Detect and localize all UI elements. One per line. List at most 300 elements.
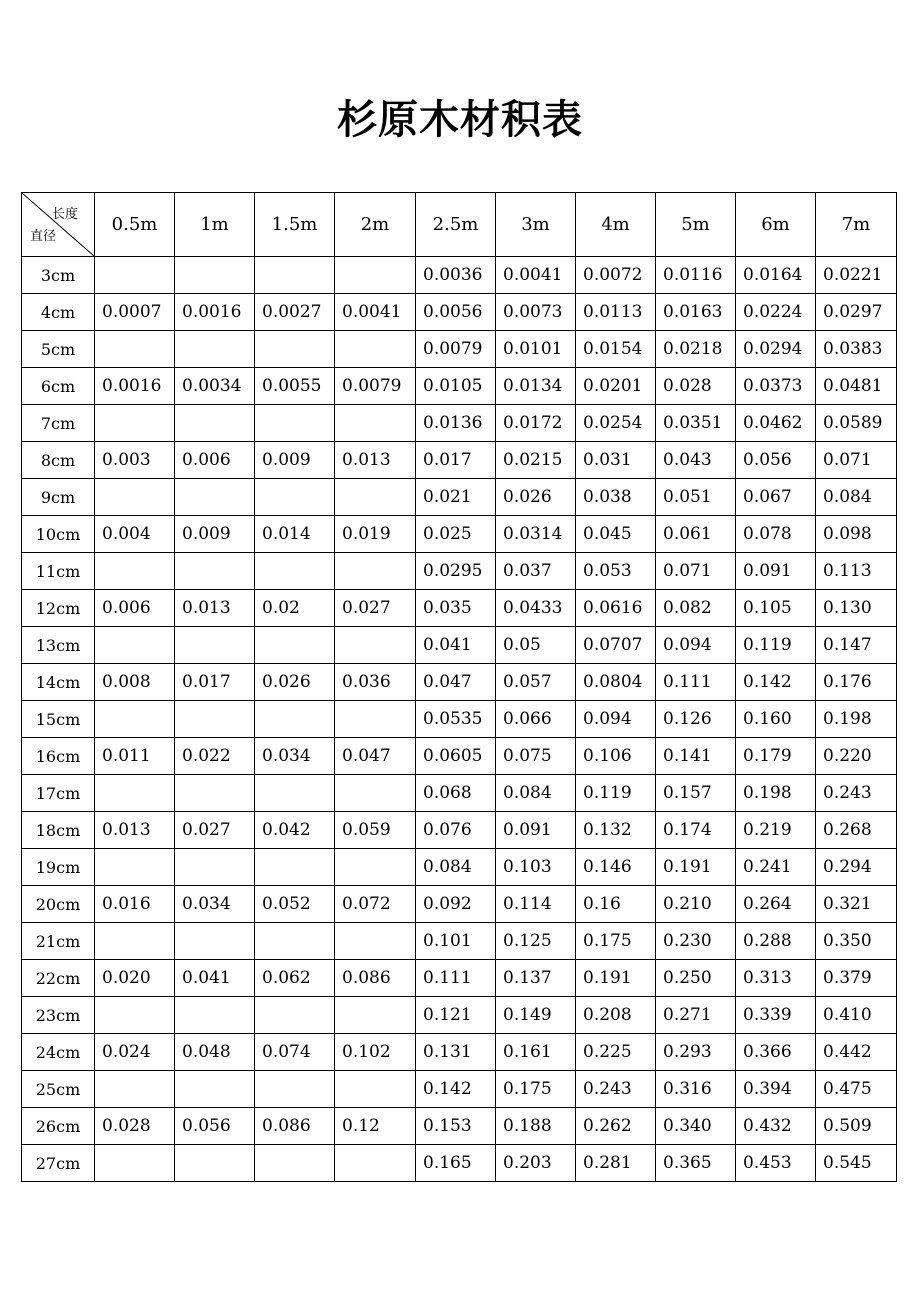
table-row <box>22 442 897 479</box>
diameter-cell: 3cm <box>22 257 95 294</box>
table-row <box>22 738 897 775</box>
volume-cell: 0.078 <box>736 516 816 553</box>
volume-cell <box>175 701 255 738</box>
volume-cell: 0.006 <box>95 590 175 627</box>
table-row <box>22 294 897 331</box>
volume-cell: 0.0707 <box>576 627 656 664</box>
volume-cell <box>255 479 335 516</box>
volume-cell: 0.056 <box>736 442 816 479</box>
volume-cell: 0.047 <box>416 664 496 701</box>
volume-cell <box>175 849 255 886</box>
volume-cell <box>175 997 255 1034</box>
volume-cell: 0.442 <box>816 1034 897 1071</box>
volume-cell: 0.0041 <box>496 257 576 294</box>
volume-cell <box>335 553 416 590</box>
volume-cell: 0.013 <box>175 590 255 627</box>
volume-cell <box>335 923 416 960</box>
volume-cell <box>175 331 255 368</box>
volume-cell: 0.053 <box>576 553 656 590</box>
volume-cell <box>255 405 335 442</box>
diameter-cell: 25cm <box>22 1071 95 1108</box>
volume-cell: 0.230 <box>656 923 736 960</box>
volume-cell: 0.0172 <box>496 405 576 442</box>
volume-cell: 0.0056 <box>416 294 496 331</box>
length-header-cell: 1m <box>175 193 255 257</box>
volume-cell: 0.188 <box>496 1108 576 1145</box>
volume-cell: 0.262 <box>576 1108 656 1145</box>
diameter-cell: 22cm <box>22 960 95 997</box>
length-header-cell: 0.5m <box>95 193 175 257</box>
volume-cell: 0.0297 <box>816 294 897 331</box>
volume-cell <box>255 257 335 294</box>
volume-cell: 0.041 <box>175 960 255 997</box>
volume-cell: 0.0383 <box>816 331 897 368</box>
volume-cell: 0.0134 <box>496 368 576 405</box>
volume-cell <box>335 257 416 294</box>
volume-cell: 0.165 <box>416 1145 496 1182</box>
volume-cell <box>335 701 416 738</box>
volume-cell: 0.043 <box>656 442 736 479</box>
volume-cell: 0.02 <box>255 590 335 627</box>
volume-cell: 0.016 <box>95 886 175 923</box>
table-row <box>22 1071 897 1108</box>
volume-cell: 0.0481 <box>816 368 897 405</box>
volume-cell: 0.142 <box>736 664 816 701</box>
volume-cell: 0.020 <box>95 960 175 997</box>
volume-cell: 0.038 <box>576 479 656 516</box>
volume-cell: 0.313 <box>736 960 816 997</box>
diameter-cell: 10cm <box>22 516 95 553</box>
volume-cell <box>335 627 416 664</box>
volume-cell: 0.057 <box>496 664 576 701</box>
volume-cell <box>175 405 255 442</box>
volume-cell: 0.0163 <box>656 294 736 331</box>
volume-cell <box>335 997 416 1034</box>
volume-table <box>21 192 897 1182</box>
length-header-cell: 2.5m <box>416 193 496 257</box>
volume-cell: 0.022 <box>175 738 255 775</box>
volume-cell: 0.0113 <box>576 294 656 331</box>
diameter-cell: 14cm <box>22 664 95 701</box>
volume-cell: 0.175 <box>576 923 656 960</box>
volume-cell: 0.028 <box>656 368 736 405</box>
table-row <box>22 960 897 997</box>
table-body <box>22 257 897 1182</box>
volume-cell: 0.316 <box>656 1071 736 1108</box>
diameter-cell: 11cm <box>22 553 95 590</box>
volume-cell: 0.0314 <box>496 516 576 553</box>
diameter-cell: 6cm <box>22 368 95 405</box>
table-row <box>22 886 897 923</box>
volume-cell: 0.0804 <box>576 664 656 701</box>
diameter-cell: 19cm <box>22 849 95 886</box>
diameter-cell: 12cm <box>22 590 95 627</box>
corner-header-cell <box>22 193 95 257</box>
volume-cell: 0.036 <box>335 664 416 701</box>
table-row <box>22 1145 897 1182</box>
volume-cell: 0.132 <box>576 812 656 849</box>
volume-cell <box>95 775 175 812</box>
volume-cell: 0.241 <box>736 849 816 886</box>
volume-cell <box>95 997 175 1034</box>
volume-cell: 0.160 <box>736 701 816 738</box>
volume-cell: 0.037 <box>496 553 576 590</box>
volume-cell <box>255 849 335 886</box>
volume-cell: 0.339 <box>736 997 816 1034</box>
volume-cell: 0.05 <box>496 627 576 664</box>
volume-cell: 0.059 <box>335 812 416 849</box>
volume-cell: 0.017 <box>416 442 496 479</box>
table-row <box>22 405 897 442</box>
length-header-cell: 2m <box>335 193 416 257</box>
diameter-cell: 24cm <box>22 1034 95 1071</box>
volume-cell: 0.027 <box>175 812 255 849</box>
table-row <box>22 664 897 701</box>
volume-cell: 0.009 <box>255 442 335 479</box>
volume-cell: 0.0072 <box>576 257 656 294</box>
table-row <box>22 257 897 294</box>
volume-cell: 0.0105 <box>416 368 496 405</box>
volume-cell: 0.0535 <box>416 701 496 738</box>
volume-cell <box>95 1145 175 1182</box>
volume-cell <box>175 775 255 812</box>
volume-cell: 0.067 <box>736 479 816 516</box>
volume-cell <box>175 923 255 960</box>
diameter-cell: 4cm <box>22 294 95 331</box>
volume-cell: 0.031 <box>576 442 656 479</box>
diameter-cell: 5cm <box>22 331 95 368</box>
table-row <box>22 516 897 553</box>
volume-cell <box>255 627 335 664</box>
page-title: 杉原木材积表 <box>337 97 583 143</box>
table-row <box>22 368 897 405</box>
volume-cell: 0.026 <box>496 479 576 516</box>
volume-cell: 0.130 <box>816 590 897 627</box>
volume-cell: 0.076 <box>416 812 496 849</box>
table-row <box>22 1108 897 1145</box>
volume-cell: 0.268 <box>816 812 897 849</box>
volume-cell: 0.111 <box>416 960 496 997</box>
volume-cell: 0.061 <box>656 516 736 553</box>
volume-cell: 0.220 <box>816 738 897 775</box>
volume-cell: 0.394 <box>736 1071 816 1108</box>
volume-cell: 0.179 <box>736 738 816 775</box>
volume-cell <box>255 1071 335 1108</box>
volume-cell: 0.072 <box>335 886 416 923</box>
volume-cell: 0.106 <box>576 738 656 775</box>
volume-cell: 0.126 <box>656 701 736 738</box>
volume-cell: 0.410 <box>816 997 897 1034</box>
volume-cell <box>95 257 175 294</box>
volume-cell: 0.0295 <box>416 553 496 590</box>
volume-cell: 0.146 <box>576 849 656 886</box>
volume-cell: 0.175 <box>496 1071 576 1108</box>
volume-cell: 0.142 <box>416 1071 496 1108</box>
volume-cell: 0.350 <box>816 923 897 960</box>
diameter-cell: 9cm <box>22 479 95 516</box>
volume-cell: 0.008 <box>95 664 175 701</box>
volume-cell: 0.0589 <box>816 405 897 442</box>
table-row <box>22 775 897 812</box>
volume-cell: 0.101 <box>416 923 496 960</box>
volume-cell <box>95 627 175 664</box>
volume-cell: 0.0224 <box>736 294 816 331</box>
volume-cell: 0.0154 <box>576 331 656 368</box>
volume-cell <box>95 849 175 886</box>
volume-cell: 0.025 <box>416 516 496 553</box>
volume-cell: 0.225 <box>576 1034 656 1071</box>
volume-cell <box>95 701 175 738</box>
volume-cell: 0.056 <box>175 1108 255 1145</box>
volume-cell <box>95 479 175 516</box>
volume-cell <box>175 627 255 664</box>
volume-cell: 0.0073 <box>496 294 576 331</box>
volume-cell: 0.0215 <box>496 442 576 479</box>
volume-cell: 0.004 <box>95 516 175 553</box>
volume-cell: 0.045 <box>576 516 656 553</box>
volume-cell <box>175 1145 255 1182</box>
volume-cell: 0.0616 <box>576 590 656 627</box>
volume-cell: 0.203 <box>496 1145 576 1182</box>
volume-cell: 0.432 <box>736 1108 816 1145</box>
volume-cell: 0.340 <box>656 1108 736 1145</box>
volume-cell: 0.075 <box>496 738 576 775</box>
volume-cell: 0.027 <box>335 590 416 627</box>
diameter-axis-label: 直径 <box>30 229 57 244</box>
volume-cell <box>255 1145 335 1182</box>
volume-cell: 0.042 <box>255 812 335 849</box>
volume-cell: 0.111 <box>656 664 736 701</box>
volume-cell: 0.068 <box>416 775 496 812</box>
volume-cell: 0.034 <box>255 738 335 775</box>
volume-cell: 0.453 <box>736 1145 816 1182</box>
volume-cell: 0.0116 <box>656 257 736 294</box>
diameter-cell: 23cm <box>22 997 95 1034</box>
table-row <box>22 331 897 368</box>
diameter-cell: 20cm <box>22 886 95 923</box>
volume-cell <box>95 923 175 960</box>
volume-cell: 0.021 <box>416 479 496 516</box>
volume-cell: 0.0036 <box>416 257 496 294</box>
volume-cell: 0.0605 <box>416 738 496 775</box>
volume-cell: 0.084 <box>416 849 496 886</box>
volume-cell: 0.243 <box>576 1071 656 1108</box>
volume-cell: 0.16 <box>576 886 656 923</box>
volume-cell <box>95 331 175 368</box>
volume-cell: 0.475 <box>816 1071 897 1108</box>
volume-cell: 0.0079 <box>335 368 416 405</box>
diameter-cell: 27cm <box>22 1145 95 1182</box>
volume-cell: 0.210 <box>656 886 736 923</box>
table-row <box>22 1034 897 1071</box>
length-header-cell: 6m <box>736 193 816 257</box>
volume-cell: 0.011 <box>95 738 175 775</box>
volume-cell: 0.0034 <box>175 368 255 405</box>
volume-cell: 0.003 <box>95 442 175 479</box>
volume-cell: 0.119 <box>576 775 656 812</box>
volume-cell <box>175 553 255 590</box>
volume-cell: 0.071 <box>816 442 897 479</box>
volume-cell: 0.0027 <box>255 294 335 331</box>
volume-cell: 0.250 <box>656 960 736 997</box>
table-row <box>22 479 897 516</box>
length-header-cell: 3m <box>496 193 576 257</box>
volume-cell: 0.119 <box>736 627 816 664</box>
table-row <box>22 849 897 886</box>
volume-cell: 0.0101 <box>496 331 576 368</box>
volume-cell: 0.161 <box>496 1034 576 1071</box>
volume-cell: 0.026 <box>255 664 335 701</box>
volume-cell: 0.0055 <box>255 368 335 405</box>
volume-cell: 0.082 <box>656 590 736 627</box>
length-header-cell: 1.5m <box>255 193 335 257</box>
volume-cell: 0.0079 <box>416 331 496 368</box>
volume-cell: 0.147 <box>816 627 897 664</box>
table-row <box>22 812 897 849</box>
volume-cell: 0.051 <box>656 479 736 516</box>
volume-cell: 0.149 <box>496 997 576 1034</box>
volume-cell: 0.091 <box>496 812 576 849</box>
volume-cell: 0.113 <box>816 553 897 590</box>
table-row <box>22 701 897 738</box>
volume-cell: 0.271 <box>656 997 736 1034</box>
volume-cell: 0.0201 <box>576 368 656 405</box>
volume-cell: 0.0164 <box>736 257 816 294</box>
volume-cell: 0.094 <box>656 627 736 664</box>
volume-cell: 0.006 <box>175 442 255 479</box>
volume-cell: 0.366 <box>736 1034 816 1071</box>
volume-cell: 0.0041 <box>335 294 416 331</box>
volume-cell: 0.243 <box>816 775 897 812</box>
volume-cell: 0.0462 <box>736 405 816 442</box>
volume-cell: 0.379 <box>816 960 897 997</box>
volume-cell <box>175 1071 255 1108</box>
length-header-cell: 7m <box>816 193 897 257</box>
volume-cell <box>255 923 335 960</box>
volume-cell: 0.041 <box>416 627 496 664</box>
volume-cell <box>335 331 416 368</box>
diameter-cell: 17cm <box>22 775 95 812</box>
volume-cell <box>335 1145 416 1182</box>
diameter-cell: 7cm <box>22 405 95 442</box>
volume-cell: 0.105 <box>736 590 816 627</box>
volume-cell: 0.103 <box>496 849 576 886</box>
volume-cell: 0.12 <box>335 1108 416 1145</box>
volume-cell: 0.028 <box>95 1108 175 1145</box>
volume-cell: 0.047 <box>335 738 416 775</box>
volume-cell: 0.264 <box>736 886 816 923</box>
volume-cell: 0.509 <box>816 1108 897 1145</box>
volume-cell: 0.086 <box>335 960 416 997</box>
volume-cell <box>95 405 175 442</box>
volume-cell: 0.013 <box>335 442 416 479</box>
volume-cell: 0.035 <box>416 590 496 627</box>
volume-cell: 0.013 <box>95 812 175 849</box>
volume-cell: 0.131 <box>416 1034 496 1071</box>
volume-cell: 0.0016 <box>95 368 175 405</box>
volume-cell <box>335 405 416 442</box>
header-row <box>22 193 897 257</box>
volume-cell: 0.176 <box>816 664 897 701</box>
volume-cell: 0.071 <box>656 553 736 590</box>
volume-cell <box>95 1071 175 1108</box>
volume-cell: 0.091 <box>736 553 816 590</box>
diameter-cell: 16cm <box>22 738 95 775</box>
volume-cell <box>255 331 335 368</box>
volume-cell: 0.141 <box>656 738 736 775</box>
volume-cell: 0.066 <box>496 701 576 738</box>
volume-cell: 0.0221 <box>816 257 897 294</box>
volume-cell: 0.0373 <box>736 368 816 405</box>
volume-cell: 0.0294 <box>736 331 816 368</box>
volume-cell: 0.098 <box>816 516 897 553</box>
volume-cell: 0.102 <box>335 1034 416 1071</box>
volume-cell: 0.198 <box>736 775 816 812</box>
volume-cell: 0.294 <box>816 849 897 886</box>
volume-cell <box>335 1071 416 1108</box>
volume-cell: 0.125 <box>496 923 576 960</box>
volume-cell: 0.321 <box>816 886 897 923</box>
volume-cell <box>335 849 416 886</box>
volume-cell <box>95 553 175 590</box>
volume-cell <box>175 257 255 294</box>
volume-cell <box>335 775 416 812</box>
diameter-cell: 26cm <box>22 1108 95 1145</box>
volume-cell: 0.0016 <box>175 294 255 331</box>
volume-cell: 0.084 <box>816 479 897 516</box>
volume-cell: 0.219 <box>736 812 816 849</box>
volume-cell: 0.092 <box>416 886 496 923</box>
length-header-cell: 4m <box>576 193 656 257</box>
volume-cell: 0.191 <box>576 960 656 997</box>
volume-cell: 0.052 <box>255 886 335 923</box>
volume-cell: 0.174 <box>656 812 736 849</box>
volume-cell <box>255 553 335 590</box>
volume-cell: 0.153 <box>416 1108 496 1145</box>
length-axis-label: 长度 <box>51 207 78 222</box>
volume-cell: 0.034 <box>175 886 255 923</box>
volume-cell: 0.094 <box>576 701 656 738</box>
diameter-cell: 18cm <box>22 812 95 849</box>
volume-cell: 0.0136 <box>416 405 496 442</box>
diameter-cell: 8cm <box>22 442 95 479</box>
volume-cell: 0.0218 <box>656 331 736 368</box>
volume-cell <box>255 701 335 738</box>
volume-cell: 0.062 <box>255 960 335 997</box>
volume-cell <box>335 479 416 516</box>
diameter-cell: 21cm <box>22 923 95 960</box>
length-header-cell: 5m <box>656 193 736 257</box>
volume-cell <box>175 479 255 516</box>
table-row <box>22 627 897 664</box>
table-row <box>22 997 897 1034</box>
volume-cell: 0.0351 <box>656 405 736 442</box>
volume-cell: 0.157 <box>656 775 736 812</box>
volume-cell: 0.114 <box>496 886 576 923</box>
volume-cell: 0.086 <box>255 1108 335 1145</box>
volume-cell <box>255 997 335 1034</box>
volume-cell: 0.0254 <box>576 405 656 442</box>
volume-cell: 0.024 <box>95 1034 175 1071</box>
table-row <box>22 923 897 960</box>
volume-cell: 0.0007 <box>95 294 175 331</box>
volume-cell: 0.048 <box>175 1034 255 1071</box>
volume-cell: 0.074 <box>255 1034 335 1071</box>
volume-cell: 0.084 <box>496 775 576 812</box>
volume-cell: 0.137 <box>496 960 576 997</box>
diameter-cell: 13cm <box>22 627 95 664</box>
table-row <box>22 590 897 627</box>
